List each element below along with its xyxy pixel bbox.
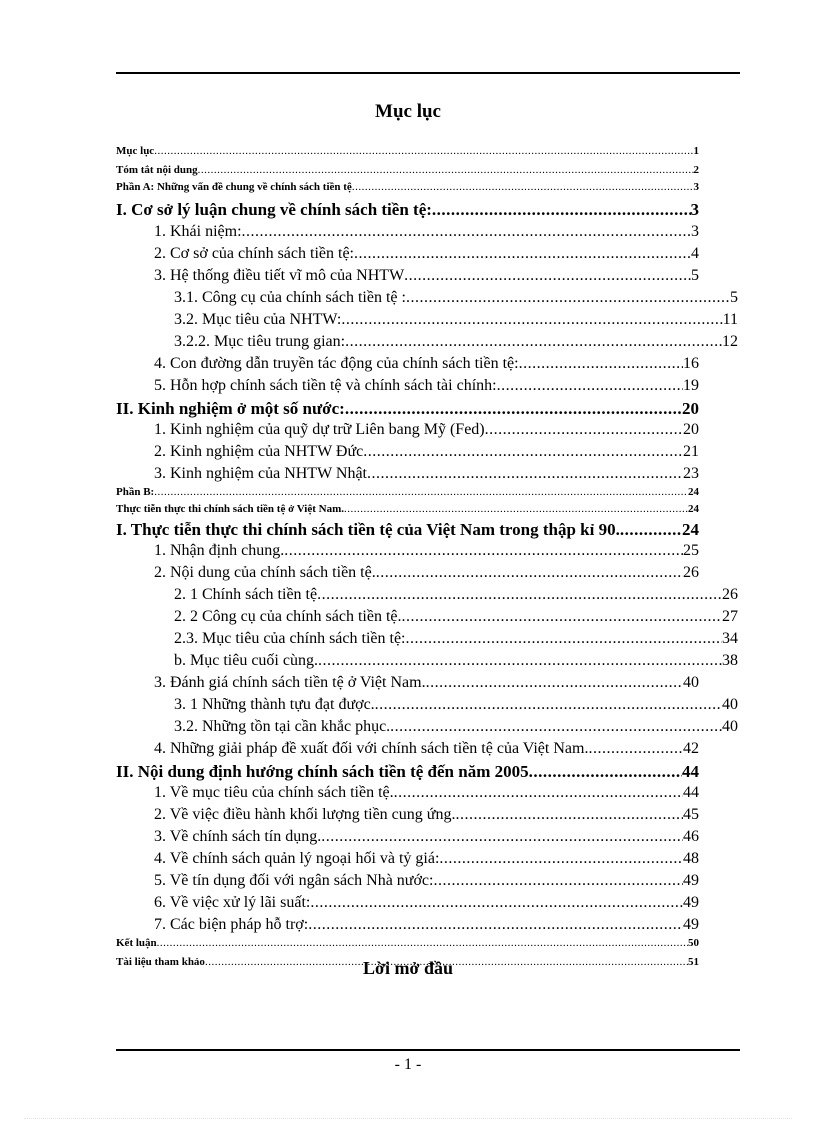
toc-entry: [174, 311, 738, 329]
toc-entry-title: 3. 1 Những thành tựu đạt được.: [174, 696, 375, 713]
toc-entry: [154, 784, 699, 802]
toc-dot-leader: [439, 850, 683, 868]
toc-entry: [154, 894, 699, 912]
toc-entry: [174, 630, 738, 648]
toc-entry: [154, 850, 699, 868]
toc-entry: [116, 503, 699, 515]
toc-entry-title: 3.1. Công cụ của chính sách tiền tệ :: [174, 289, 406, 306]
toc-entry-title: Phần B:: [116, 486, 155, 498]
toc-entry: [116, 145, 699, 157]
toc-entry-title: Thực tiễn thực thi chính sách tiền tệ ở Việt Nam.: [116, 503, 344, 515]
toc-entry-page: 49: [683, 916, 699, 933]
page-title: Mục lục: [375, 101, 441, 122]
toc-dot-leader: [376, 564, 683, 582]
toc-dot-leader: [317, 586, 722, 604]
toc-dot-leader: [318, 652, 722, 670]
intro-heading: Lời mở đầu: [363, 958, 453, 978]
toc-entry-page: 3: [691, 223, 699, 240]
toc-entry: [116, 520, 699, 540]
toc-dot-leader: [426, 674, 683, 692]
toc-dot-leader: [375, 696, 722, 714]
toc-dot-leader: [433, 872, 683, 890]
toc-entry-title: Kết luận: [116, 937, 157, 949]
toc-dot-leader: [157, 937, 688, 949]
toc-entry-page: 25: [683, 542, 699, 559]
toc-entry-title: 1. Kinh nghiệm của quỹ dự trữ Liên bang Mỹ (Fed): [154, 421, 485, 438]
toc-entry: [116, 181, 699, 193]
toc-entry-page: 49: [683, 872, 699, 889]
toc-entry-page: 40: [683, 674, 699, 691]
toc-entry-title: 5. Hỗn hợp chính sách tiền tệ và chính sách tài chính:: [154, 377, 497, 394]
toc-entry-page: 12: [722, 333, 738, 350]
toc-entry-page: 44: [683, 784, 699, 801]
toc-dot-leader: [344, 503, 688, 515]
toc-dot-leader: [242, 223, 691, 241]
toc-entry-title: II. Kinh nghiệm ở một số nước:: [116, 399, 345, 418]
header-rule: [116, 72, 740, 74]
toc-entry-page: 2: [693, 164, 699, 176]
toc-entry-page: 44: [682, 762, 699, 781]
toc-entry-title: 4. Về chính sách quản lý ngoại hối và tỷ giá:: [154, 850, 440, 867]
toc-dot-leader: [404, 267, 691, 285]
toc-entry: [116, 762, 699, 782]
toc-entry-title: 2. 2 Công cụ của chính sách tiền tệ.: [174, 608, 402, 625]
toc-entry-title: Phần A: Những vấn đề chung về chính sách tiền tệ: [116, 181, 352, 193]
toc-dot-leader: [588, 740, 683, 758]
toc-entry-page: 20: [683, 421, 699, 438]
toc-entry: [154, 542, 699, 560]
toc-entry: [116, 486, 699, 498]
toc-dot-leader: [519, 355, 683, 373]
toc-entry-title: 2.3. Mục tiêu của chính sách tiền tệ:: [174, 630, 406, 647]
toc-entry-page: 51: [688, 956, 699, 968]
toc-dot-leader: [402, 608, 723, 626]
toc-entry-page: 50: [688, 937, 699, 949]
toc-entry-title: Mục lục: [116, 145, 155, 157]
toc-entry-title: 5. Về tín dụng đối với ngân sách Nhà nước:: [154, 872, 434, 889]
toc-dot-leader: [345, 399, 682, 419]
toc-dot-leader: [341, 311, 722, 329]
toc-entry: [154, 223, 699, 241]
footer-dotted-line: [24, 1118, 792, 1119]
toc-entry: [154, 267, 699, 285]
toc-dot-leader: [352, 181, 694, 193]
toc-entry: [174, 333, 738, 351]
toc-entry: [174, 652, 738, 670]
toc-entry-page: 4: [691, 245, 699, 262]
toc-entry-title: 1. Khái niệm:: [154, 223, 242, 240]
toc-dot-leader: [198, 164, 694, 176]
toc-dot-leader: [154, 145, 693, 157]
toc-entry: [154, 245, 699, 263]
toc-entry: [154, 828, 699, 846]
toc-entry: [154, 355, 699, 373]
toc-entry-title: I. Thực tiễn thực thi chính sách tiền tệ của Việt Nam trong thập kỉ 90.: [116, 520, 620, 539]
toc-dot-leader: [406, 289, 730, 307]
toc-entry-title: 3. Kinh nghiệm của NHTW Nhật: [154, 465, 367, 482]
toc-entry-page: 38: [722, 652, 738, 669]
toc-dot-leader: [390, 718, 722, 736]
toc-dot-leader: [367, 465, 683, 483]
toc-entry: [154, 872, 699, 890]
toc-entry: [174, 608, 738, 626]
toc-entry: [116, 937, 699, 949]
toc-entry-page: 49: [683, 894, 699, 911]
toc-entry-title: 3.2. Mục tiêu của NHTW:: [174, 311, 342, 328]
toc-dot-leader: [529, 762, 682, 782]
toc-entry: [154, 564, 699, 582]
toc-entry: [154, 443, 699, 461]
toc-entry-title: 7. Các biện pháp hỗ trợ:: [154, 916, 309, 933]
toc-dot-leader: [455, 806, 683, 824]
toc-entry-page: 23: [683, 465, 699, 482]
toc-entry-title: Tài liệu tham khảo: [116, 956, 205, 968]
toc-entry-title: 2. Về việc điều hành khối lượng tiền cung ứng.: [154, 806, 456, 823]
toc-dot-leader: [321, 828, 683, 846]
toc-dot-leader: [308, 916, 683, 934]
toc-entry-page: 24: [688, 486, 699, 498]
toc-entry-title: 2. Cơ sở của chính sách tiền tệ:: [154, 245, 354, 262]
toc-dot-leader: [154, 486, 688, 498]
toc-entry: [174, 718, 738, 736]
toc-entry-title: 1. Về mục tiêu của chính sách tiền tệ.: [154, 784, 394, 801]
toc-entry-title: 3.2. Những tồn tại cần khắc phục.: [174, 718, 391, 735]
toc-entry: [116, 399, 699, 419]
toc-entry-page: 24: [688, 503, 699, 515]
footer-rule: [116, 1049, 740, 1051]
toc-entry-title: 4. Những giải pháp đề xuất đối với chính sách tiền tệ của Việt Nam.: [154, 740, 589, 757]
toc-entry: [116, 200, 699, 220]
toc-entry-page: 26: [722, 586, 738, 603]
toc-entry: [154, 465, 699, 483]
toc-entry-title: 3. Hệ thống điều tiết vĩ mô của NHTW: [154, 267, 405, 284]
toc-entry: [154, 916, 699, 934]
toc-entry-page: 46: [683, 828, 699, 845]
toc-entry-title: 6. Về việc xử lý lãi suất:: [154, 894, 311, 911]
toc-entry-page: 21: [683, 443, 699, 460]
toc-dot-leader: [310, 894, 683, 912]
toc-entry: [174, 696, 738, 714]
toc-dot-leader: [354, 245, 691, 263]
toc-entry-page: 5: [691, 267, 699, 284]
toc-entry-page: 45: [683, 806, 699, 823]
toc-entry: [116, 164, 699, 176]
toc-entry: [154, 806, 699, 824]
toc-dot-leader: [405, 630, 722, 648]
toc-entry-title: 2. Nội dung của chính sách tiền tệ.: [154, 564, 376, 581]
toc-entry-title: b. Mục tiêu cuối cùng.: [174, 652, 318, 669]
toc-entry-page: 26: [683, 564, 699, 581]
toc-entry-page: 34: [722, 630, 738, 647]
toc-entry-title: 2. Kinh nghiệm của NHTW Đức: [154, 443, 364, 460]
toc-entry-title: I. Cơ sở lý luận chung về chính sách tiền tệ:: [116, 200, 432, 219]
toc-entry-page: 1: [693, 145, 699, 157]
toc-entry-page: 16: [683, 355, 699, 372]
toc-entry-title: 3.2.2. Mục tiêu trung gian:: [174, 333, 346, 350]
toc-entry-title: 2. 1 Chính sách tiền tệ: [174, 586, 318, 603]
toc-entry-page: 24: [682, 520, 699, 539]
toc-entry-title: Tóm tắt nội dung: [116, 164, 198, 176]
toc-entry: [174, 289, 738, 307]
toc-entry-page: 42: [683, 740, 699, 757]
toc-dot-leader: [345, 333, 722, 351]
toc-entry-title: II. Nội dung định hướng chính sách tiền tệ đến năm 2005: [116, 762, 529, 781]
toc-entry-title: 3. Đánh giá chính sách tiền tệ ở Việt Nam.: [154, 674, 426, 691]
toc-entry: [154, 377, 699, 395]
toc-dot-leader: [497, 377, 683, 395]
toc-entry: [154, 421, 699, 439]
toc-dot-leader: [620, 520, 682, 540]
toc-entry-page: 40: [722, 718, 738, 735]
toc-entry-page: 11: [722, 311, 738, 328]
toc-dot-leader: [363, 443, 683, 461]
toc-entry-page: 5: [730, 289, 738, 306]
toc-entry-title: 3. Về chính sách tín dụng.: [154, 828, 322, 845]
toc-dot-leader: [284, 542, 683, 560]
toc-entry: [174, 586, 738, 604]
toc-entry-page: 3: [693, 181, 699, 193]
toc-entry-page: 48: [683, 850, 699, 867]
toc-entry-page: 27: [722, 608, 738, 625]
toc-entry-page: 19: [683, 377, 699, 394]
page-number: - 1 -: [394, 1056, 422, 1073]
toc-entry-page: 3: [690, 200, 699, 219]
toc-dot-leader: [394, 784, 683, 802]
toc-entry-page: 20: [682, 399, 699, 418]
toc-dot-leader: [432, 200, 691, 220]
toc-entry: [154, 674, 699, 692]
toc-entry-title: 4. Con đường dẫn truyền tác động của chính sách tiền tệ:: [154, 355, 519, 372]
toc-entry-title: 1. Nhận định chung.: [154, 542, 285, 559]
toc-dot-leader: [485, 421, 683, 439]
toc-entry: [154, 740, 699, 758]
toc-entry-page: 40: [722, 696, 738, 713]
